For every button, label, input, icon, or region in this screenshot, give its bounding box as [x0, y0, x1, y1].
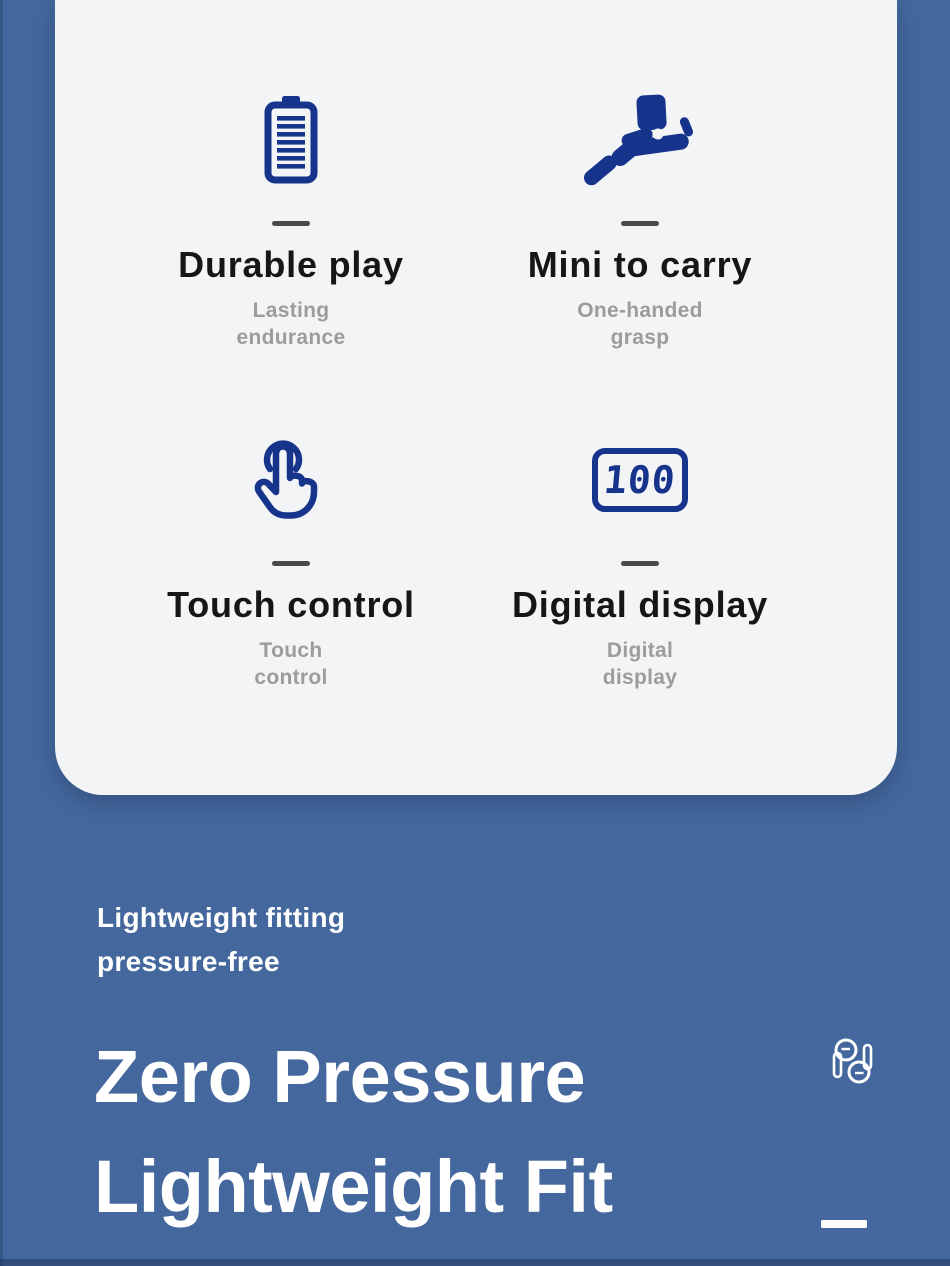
feature-subtitle: Lasting endurance	[236, 299, 346, 349]
divider-dash	[621, 561, 659, 566]
feature-title: Touch control	[167, 584, 415, 625]
features-card	[55, 0, 897, 795]
swipe-indicator-dash	[821, 1220, 867, 1228]
feature-subtitle: Touch control	[254, 639, 328, 689]
feature-title: Mini to carry	[527, 244, 753, 285]
left-edge-shade	[0, 0, 3, 1266]
earbuds-icon	[826, 1034, 880, 1088]
divider-dash	[272, 221, 310, 226]
feature-title: Durable play	[178, 244, 404, 285]
display-value: 100	[602, 458, 678, 502]
divider-dash	[621, 221, 659, 226]
tagline: Lightweight fitting pressure-free	[97, 902, 346, 977]
feature-subtitle: One-handed grasp	[577, 299, 703, 349]
headline: Zero Pressure Lightweight Fit	[94, 1035, 613, 1228]
battery-percentage-display	[592, 448, 688, 512]
feature-digital-display	[430, 425, 850, 691]
divider-dash	[272, 561, 310, 566]
feature-mini-to-carry	[430, 85, 850, 351]
feature-title: Digital display	[511, 584, 769, 625]
digital-display-icon	[430, 425, 850, 535]
bottom-edge-shade	[0, 1259, 950, 1266]
feature-subtitle: Digital display	[602, 639, 678, 689]
hand-holding-icon	[430, 85, 850, 195]
